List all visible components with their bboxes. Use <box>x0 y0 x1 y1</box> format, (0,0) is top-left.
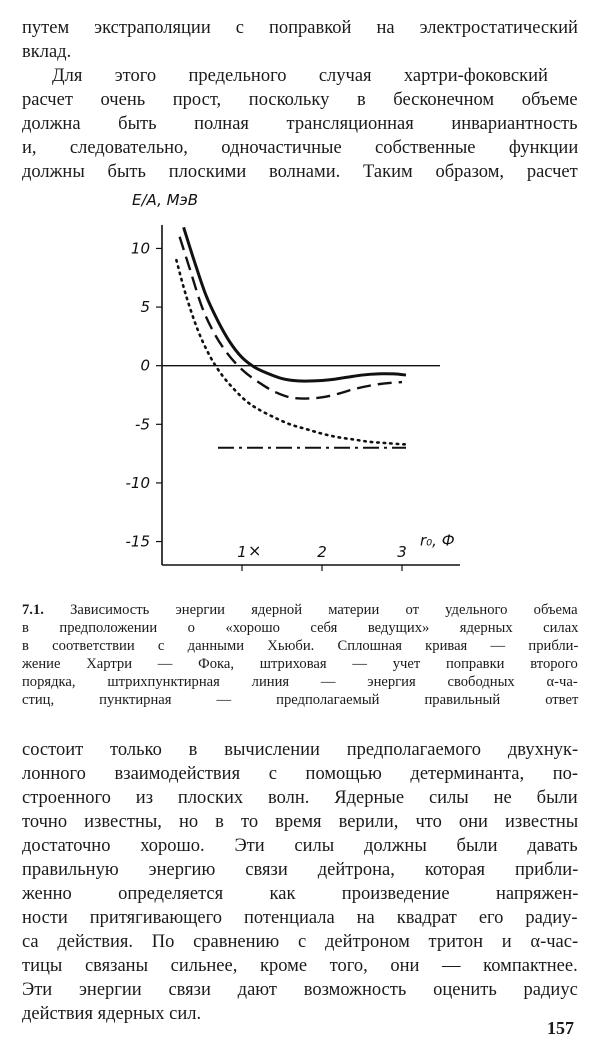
caption-line: стиц, пунктирная — предполагаемый правильный ответ <box>22 692 579 708</box>
figure-caption <box>22 601 578 709</box>
cross-marker: × <box>248 540 262 560</box>
text-line: точно известны, но в то время верили, что они известны <box>22 812 579 832</box>
text-line: Для этого предельного случая хартри-фоковский <box>52 66 548 86</box>
text-line: ности притягивающего потенциала на квадрат его радиу- <box>22 908 578 928</box>
x-tick-label: 1 <box>237 543 247 561</box>
paragraph-2 <box>22 738 578 1026</box>
text-line: са действия. По сравнению с дейтроном тритон и α-час- <box>22 932 579 952</box>
caption-line: Зависимость энергии ядерной материи от удельного объема <box>70 602 578 618</box>
text-line: женно определяется как произведение напряжен- <box>22 884 579 904</box>
caption-line: порядка, штрихпунктирная линия — энергия свободных α-ча- <box>22 674 578 690</box>
x-axis-label: r₀, Ф <box>420 531 455 550</box>
text-line: строенного из плоских волн. Ядерные силы не были <box>22 788 578 808</box>
y-tick-label: 10 <box>130 239 150 258</box>
y-tick-label: -10 <box>125 473 150 492</box>
chart-curves <box>176 227 406 447</box>
text-line: правильную энергию связи дейтрона, которая прибли- <box>22 860 579 880</box>
text-line: и, следовательно, одночастичные собственные функции <box>22 138 579 158</box>
text-line: расчет очень прост, поскольку в бесконечном объеме <box>22 90 578 110</box>
text-line: должны быть плоскими волнами. Таким образом, расчет <box>22 162 578 182</box>
text-line: действия ядерных сил. <box>22 1004 202 1024</box>
x-tick-label: 2 <box>317 543 327 561</box>
chart-ticks <box>126 239 407 571</box>
text-line: тицы связаны сильнее, кроме того, они — компактнее. <box>22 956 578 976</box>
x-tick-label: 3 <box>397 543 407 561</box>
series-solid-line <box>184 227 406 381</box>
top-paragraph <box>22 16 578 64</box>
text-line: достаточно хорошо. Эти силы должны были давать <box>22 836 578 856</box>
y-tick-label: 0 <box>140 356 150 375</box>
caption-line: в предположении о «хорошо себя ведущих» ядерных силах <box>22 620 579 636</box>
text-line: Эти энергии связи дают возможность оценить радиус <box>22 980 578 1000</box>
text-line: вклад. <box>22 42 72 62</box>
paragraph-1 <box>22 64 578 184</box>
y-tick-label: -5 <box>135 415 150 434</box>
text-line: лонного взаимодействия с помощью детерминанта, по- <box>22 764 579 784</box>
y-axis-label: E/A, МэВ <box>132 191 199 209</box>
page-number: 157 <box>547 1018 574 1038</box>
chart-axes <box>162 225 460 565</box>
text-line: должна быть полная трансляционная инвариантность <box>22 114 578 134</box>
energy-chart <box>110 185 490 600</box>
caption-line: в соответствии с данными Хьюби. Сплошная кривая — прибли- <box>22 638 579 654</box>
caption-number: 7.1. <box>22 602 44 618</box>
text-line: состоит только в вычислении предполагаемого двухнук- <box>22 740 579 760</box>
y-tick-label: 5 <box>140 298 150 317</box>
y-tick-label: -15 <box>125 532 150 551</box>
series-dotted-line <box>176 260 406 444</box>
caption-line: жение Хартри — Фока, штриховая — учет поправки второго <box>22 656 578 672</box>
text-line: путем экстраполяции с поправкой на электростатический <box>22 18 578 38</box>
